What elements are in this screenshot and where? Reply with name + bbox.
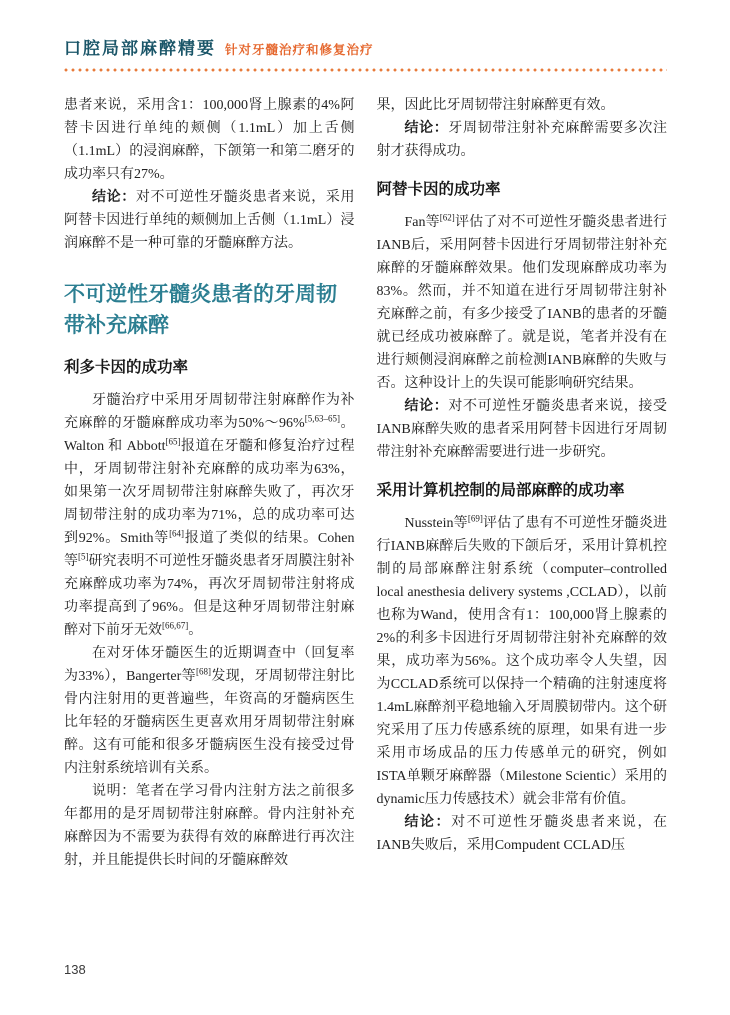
text-run: Nusstein等	[404, 516, 468, 531]
text-run: 说明：笔者在学习骨内注射方法之前很多年都用的是牙周韧带注射麻醉。骨内注射补充麻醉因为不需要为获得有效的麻醉进行再次注射，并且能提供长时间的牙髓麻醉效	[64, 784, 355, 868]
text-run: 报道在牙髓和修复治疗过程中，牙周韧带注射补充麻醉的成功率为63%，如果第一次牙周韧带注射麻醉失败了，再次牙周韧带注射的成功率为71%，总的成功率可达到92%。Smith等	[64, 439, 355, 546]
text-run: 评估了对不可逆性牙髓炎患者进行IANB后，采用阿替卡因进行牙周韧带注射补充麻醉的牙髓麻醉效果。他们发现麻醉成功率为83%。然而，并不知道在进行牙周韧带注射补充麻醉之前，有多少接受了IANB的患者的牙髓就已经成功被麻醉了。就是说，笔者并没有在进行颊侧浸润麻醉之前检测IANB麻醉的失败与否。这种设计上的失误可能影响研究结果。	[376, 215, 667, 391]
reference-marker: [62]	[439, 212, 455, 223]
conclusion-text: 对不可逆性牙髓炎患者来说，在IANB失败后，采用Compudent CCLAD压	[376, 815, 667, 853]
page-header	[64, 34, 667, 59]
text-run: 在对牙体牙髓医生的近期调查中（回复率为33%），Bangerter等	[64, 646, 355, 684]
page-footer	[64, 962, 86, 977]
text-run: 牙髓治疗中采用牙周韧带注射麻醉作为补充麻醉的牙髓麻醉成功率为50%～96%	[64, 393, 355, 431]
section-heading: 不可逆性牙髓炎患者的牙周韧带补充麻醉	[64, 283, 337, 337]
book-title: 口腔局部麻醉精要	[64, 39, 216, 58]
book-subtitle: 针对牙髓治疗和修复治疗	[225, 43, 374, 57]
left-column	[64, 94, 355, 962]
conclusion-text: 对不可逆性牙髓炎患者来说，采用阿替卡因进行单纯的颊侧加上舌侧（1.1mL）浸润麻醉不是一种可靠的牙髓麻醉方法。	[64, 190, 355, 251]
text-run: 报道了类似的结果。Cohen等	[64, 531, 355, 569]
text-run: 患者来说，采用含1：100,000肾上腺素的4%阿替卡因进行单纯的颊侧（1.1mL）加上舌侧（1.1mL）的浸润麻醉，下颌第一和第二磨牙的成功率只有27%。	[64, 98, 355, 182]
body-paragraph	[64, 642, 355, 780]
two-column-layout	[64, 94, 667, 962]
sub-heading-cclad: 采用计算机控制的局部麻醉的成功率	[376, 482, 625, 499]
conclusion-paragraph	[377, 395, 668, 464]
text-run: 发现，牙周韧带注射比骨内注射用的更普遍些，年资高的牙髓病医生比年轻的牙髓病医生更喜欢用牙周韧带注射麻醉。这有可能和很多牙髓病医生没有接受过骨内注射系统培训有关系。	[64, 669, 355, 776]
sub-heading-lidocaine: 利多卡因的成功率	[64, 359, 189, 376]
body-paragraph	[64, 389, 355, 642]
body-paragraph	[377, 94, 668, 117]
conclusion-label: 结论：	[404, 399, 449, 414]
reference-marker: [5]	[78, 551, 89, 562]
conclusion-text: 牙周韧带注射补充麻醉需要多次注射才获得成功。	[376, 121, 667, 159]
text-run: 。Walton 和 Abbott	[64, 416, 355, 454]
conclusion-label: 结论：	[404, 815, 452, 830]
conclusion-label: 结论：	[92, 190, 136, 205]
right-column	[377, 94, 668, 962]
text-run: 。	[188, 623, 203, 638]
body-paragraph	[64, 780, 355, 872]
reference-marker: [5,63–65]	[304, 413, 340, 424]
reference-marker: [65]	[165, 436, 181, 447]
text-run: Fan等	[404, 215, 440, 230]
conclusion-paragraph	[377, 811, 668, 857]
reference-marker: [66,67]	[162, 620, 189, 631]
reference-marker: [69]	[467, 513, 483, 524]
conclusion-label: 结论：	[404, 121, 449, 136]
body-paragraph	[377, 512, 668, 811]
sub-heading-articaine: 阿替卡因的成功率	[376, 181, 501, 198]
reference-marker: [68]	[195, 666, 211, 677]
reference-marker: [64]	[169, 528, 185, 539]
conclusion-paragraph	[64, 186, 355, 255]
page-number: 138	[64, 962, 86, 977]
text-run: 果，因此比牙周韧带注射麻醉更有效。	[376, 98, 615, 113]
text-run: 研究表明不可逆性牙髓炎患者牙周膜注射补充麻醉成功率为74%，再次牙周韧带注射将成功率提高到了96%。但是这种牙周韧带注射麻醉对下前牙无效	[64, 554, 355, 638]
dotted-separator	[64, 68, 667, 72]
body-paragraph	[377, 211, 668, 395]
conclusion-paragraph	[377, 117, 668, 163]
body-paragraph	[64, 94, 355, 186]
text-run: 评估了患有不可逆性牙髓炎进行IANB麻醉后失败的下颌后牙，采用计算机控制的局部麻醉注射系统（computer–controlled local anesthesia delivery systems ,CCLAD），以前也称为Wand，使用含有1：100,000肾上腺素的2%的利多卡因进行牙周韧带注射补充麻醉的效果，成功率为56%。这个成功率令人失望，因为CCLAD系统可以保持一个精确的注射速度将1.4mL麻醉剂平稳地输入牙周膜韧带内。这个研究采用了压力传感系统的原理，如果有进一步采用市场成品的压力传感单元的研究，例如ISTA单颗牙麻醉器（Milestone Scientic）采用的dynamic压力传感技术）就会非常有价值。	[376, 516, 667, 807]
conclusion-text: 对不可逆性牙髓炎患者来说，接受IANB麻醉失败的患者采用阿替卡因进行牙周韧带注射补充麻醉需要进行进一步研究。	[376, 399, 667, 460]
